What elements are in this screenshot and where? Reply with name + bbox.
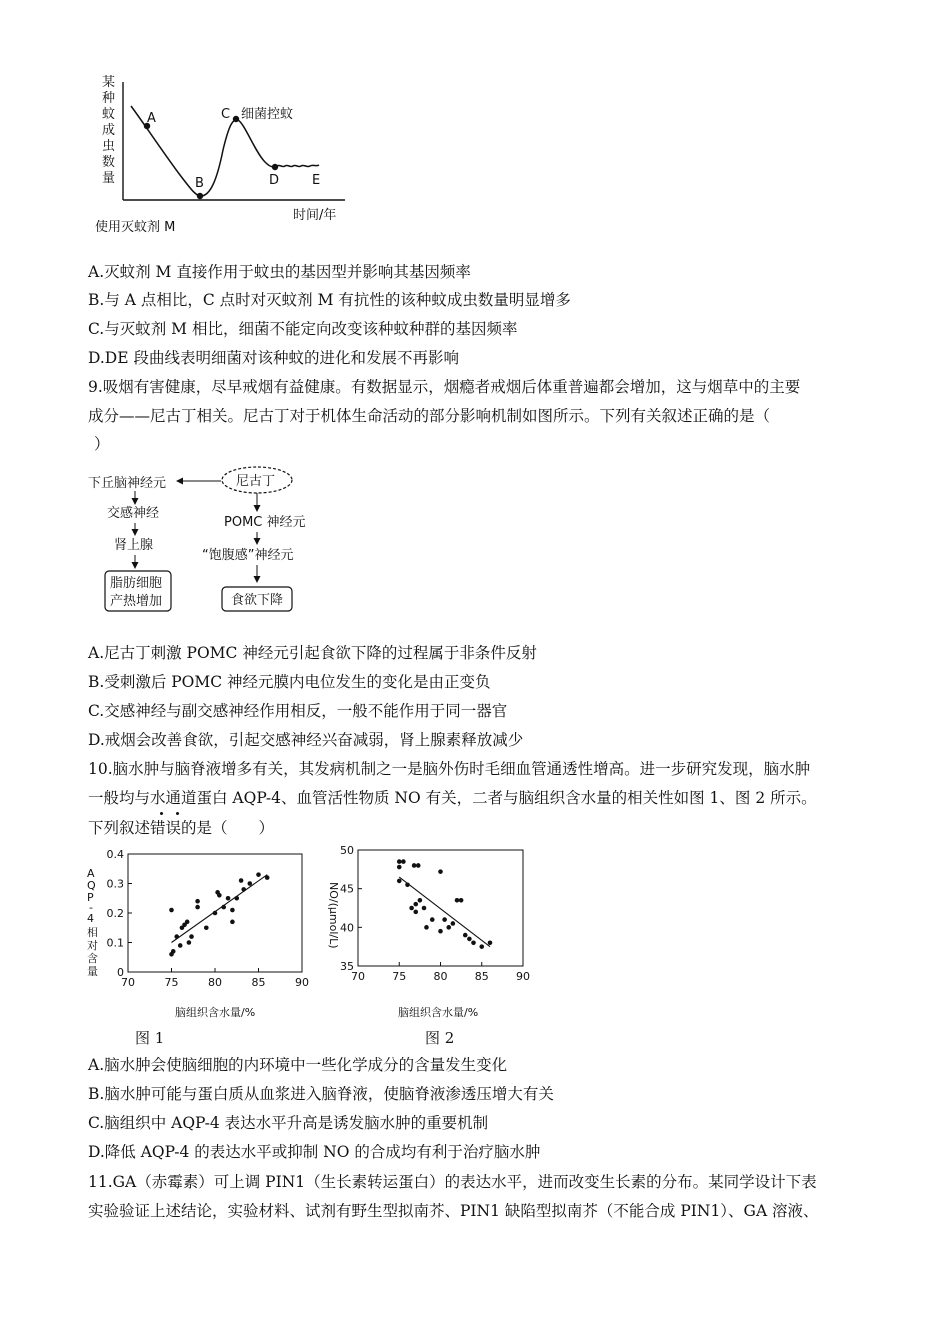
pomc-label: POMC 神经元 — [224, 515, 306, 530]
data-point — [401, 859, 406, 864]
data-point — [418, 898, 423, 903]
data-point — [455, 898, 460, 903]
nicotine-label: 尼古丁 — [236, 474, 276, 489]
trend-line — [172, 875, 268, 943]
appetite-label: 食欲下降 — [231, 593, 284, 608]
x-tick-label: 90 — [516, 970, 530, 983]
figure-2 — [318, 842, 538, 1020]
fig1-ylabel-dash: - — [89, 901, 93, 914]
q8-option-c: C.与灭蚊剂 M 相比，细菌不能定向改变该种蚊种群的基因频率 — [88, 320, 518, 338]
data-point — [185, 920, 190, 925]
fig2-caption: 图 2 — [425, 1029, 455, 1047]
data-point — [195, 905, 200, 910]
annotation-bacteria: 细菌控蚊 — [241, 107, 294, 122]
x-tick-label: 85 — [251, 976, 266, 989]
data-point — [226, 896, 231, 901]
data-point — [424, 925, 429, 930]
q10-option-a: A.脑水肿会使脑细胞的内环境中一些化学成分的含量发生变化 — [88, 1056, 508, 1074]
data-point — [413, 910, 418, 915]
data-point — [438, 929, 443, 934]
satiety-label: “饱腹感”神经元 — [202, 548, 294, 563]
fig1-ylabel-c4: 量 — [87, 965, 98, 978]
q8-option-d: D.DE 段曲线表明细菌对该种蚊的进化和发展不再影响 — [88, 349, 459, 367]
data-point — [409, 906, 414, 911]
data-point — [413, 902, 418, 907]
label-a: A — [147, 111, 156, 126]
q9-stem-2: 成分——尼古丁相关。尼古丁对于机体生命活动的部分影响机制如图所示。下列有关叙述正确的是（ — [88, 407, 771, 425]
data-point — [248, 881, 253, 886]
q9-option-c: C.交感神经与副交感神经作用相反，一般不能作用于同一器官 — [88, 702, 508, 720]
x-tick-label: 70 — [121, 976, 135, 989]
y-tick-label: 0.4 — [106, 848, 124, 861]
data-point — [239, 878, 244, 883]
data-point — [463, 933, 468, 938]
q10-stem-3: 下列叙述错误的是（ ） — [88, 819, 275, 837]
data-point — [412, 863, 417, 868]
q10-stem-1: 10.脑水肿与脑脊液增多有关，其发病机制之一是脑外伤时毛细血管通透性增高。进一步研究发现，脑水肿 — [88, 760, 811, 778]
data-point — [230, 908, 235, 913]
data-point — [256, 872, 261, 877]
figure-1 — [85, 842, 315, 1020]
fig1-ylabel-q: Q — [87, 879, 96, 892]
x-tick-label: 70 — [351, 970, 365, 983]
label-b: B — [195, 176, 204, 191]
fig1-ylabel-c1: 相 — [87, 926, 98, 939]
data-point — [467, 937, 472, 942]
ylabel-char: 种 — [102, 91, 116, 106]
data-point — [488, 941, 493, 946]
mosquito-figure — [95, 70, 355, 240]
y-tick-label: 35 — [340, 960, 354, 973]
mosquito-curve-chart — [95, 70, 355, 240]
q9-option-d: D.戒烟会改善食欲，引起交感神经兴奋减弱，肾上腺素释放减少 — [88, 731, 524, 749]
trend-line — [399, 877, 490, 947]
data-point — [195, 899, 200, 904]
q9-stem-1: 9.吸烟有害健康，尽早戒烟有益健康。有数据显示，烟瘾者戒烟后体重普遍都会增加，这与烟草中的主要 — [88, 378, 801, 396]
x-tick-label: 90 — [295, 976, 309, 989]
data-point — [204, 925, 209, 930]
no-scatter-chart — [318, 842, 538, 1020]
q10-option-d: D.降低 AQP-4 的表达水平或抑制 NO 的合成均有利于治疗脑水肿 — [88, 1143, 541, 1161]
nicotine-diagram — [85, 460, 325, 620]
y-tick-label: 0.2 — [106, 907, 124, 920]
heat-increase-label: 产热增加 — [110, 594, 163, 609]
q11-stem-2: 实验验证上述结论，实验材料、试剂有野生型拟南芥、PIN1 缺陷型拟南芥（不能合成 PIN1）、GA 溶液、 — [88, 1202, 819, 1220]
fat-cell-label: 脂肪细胞 — [110, 576, 163, 591]
x-axis-label: 时间/年 — [293, 208, 337, 223]
point-b — [197, 193, 203, 199]
data-point — [397, 859, 402, 864]
y-tick-label: 0.3 — [106, 877, 124, 891]
data-point — [230, 920, 235, 925]
x-tick-label: 80 — [208, 976, 222, 989]
q9-option-b: B.受刺激后 POMC 神经元膜内电位发生的变化是由正变负 — [88, 673, 491, 691]
fig1-ylabel-c2: 对 — [87, 939, 98, 952]
label-d: D — [269, 173, 280, 188]
ylabel-char: 某 — [102, 75, 116, 90]
data-point — [422, 906, 427, 911]
point-d — [272, 164, 278, 170]
data-point — [479, 944, 484, 949]
label-c: C — [221, 107, 231, 122]
data-point — [171, 949, 176, 954]
fig1-ylabel-4: 4 — [87, 912, 94, 925]
data-point — [397, 865, 402, 870]
start-label: 使用灭蚊剂 M — [95, 220, 176, 235]
q10-option-c: C.脑组织中 AQP-4 表达水平升高是诱发脑水肿的重要机制 — [88, 1114, 489, 1132]
fig1-ylabel-p: P — [87, 891, 94, 904]
x-tick-label: 75 — [392, 970, 407, 983]
emphasis-dots — [158, 812, 184, 816]
label-e: E — [312, 173, 321, 188]
data-point — [187, 940, 192, 945]
fig1-xlabel: 脑组织含水量/% — [175, 1006, 256, 1019]
q11-stem-1: 11.GA（赤霉素）可上调 PIN1（生长素转运蛋白）的表达水平，进而改变生长素的分布。某同学设计下表 — [88, 1173, 817, 1191]
data-point — [217, 893, 222, 898]
y-tick-label: 0.1 — [106, 936, 124, 950]
fig1-ylabel-c3: 含 — [87, 952, 98, 965]
plot-frame — [358, 850, 523, 966]
q8-option-a: A.灭蚊剂 M 直接作用于蚊虫的基因型并影响其基因频率 — [88, 263, 471, 281]
sympathetic-label: 交感神经 — [107, 506, 160, 521]
ylabel-char: 数 — [102, 155, 116, 170]
x-tick-label: 75 — [164, 976, 179, 989]
y-tick-label: 0 — [117, 966, 124, 979]
data-point — [430, 917, 435, 922]
data-point — [189, 934, 194, 939]
ylabel-char: 虫 — [102, 139, 116, 154]
aqp4-scatter-chart — [85, 842, 315, 1020]
point-c — [233, 116, 239, 122]
q8-option-b: B.与 A 点相比，C 点时对灭蚊剂 M 有抗性的该种蚊成虫数量明显增多 — [88, 291, 571, 309]
q10-option-b: B.脑水肿可能与蛋白质从血浆进入脑脊液，使脑脊液渗透压增大有关 — [88, 1085, 554, 1103]
data-point — [169, 908, 174, 913]
x-tick-label: 80 — [433, 970, 448, 983]
fig1-ylabel-a: A — [87, 867, 95, 880]
data-point — [397, 879, 402, 884]
y-tick-label: 40 — [340, 921, 354, 935]
y-tick-label: 50 — [340, 844, 354, 857]
q9-option-a: A.尼古丁刺激 POMC 神经元引起食欲下降的过程属于非条件反射 — [88, 644, 537, 662]
data-point — [178, 943, 183, 948]
data-point — [416, 863, 421, 868]
data-point — [438, 869, 443, 874]
data-point — [471, 941, 476, 946]
y-tick-label: 45 — [340, 882, 354, 896]
q10-stem-2: 一般均与水通道蛋白 AQP-4、血管活性物质 NO 有关，二者与脑组织含水量的相关性如图 1、图 2 所示。 — [88, 789, 817, 807]
fig2-ylabel: NO/(μmol/L) — [327, 882, 340, 949]
q9-stem-3: ） — [94, 435, 110, 453]
ylabel-char: 成 — [102, 123, 116, 138]
data-point — [442, 917, 447, 922]
fig1-caption: 图 1 — [135, 1029, 165, 1047]
ylabel-char: 蚊 — [102, 107, 116, 122]
data-point — [459, 898, 464, 903]
data-point — [451, 921, 456, 926]
x-tick-label: 85 — [474, 970, 489, 983]
data-point — [446, 925, 451, 930]
hypothalamus-label: 下丘脑神经元 — [88, 476, 167, 491]
fig2-xlabel: 脑组织含水量/% — [398, 1006, 479, 1019]
adrenal-label: 肾上腺 — [114, 538, 154, 553]
ylabel-char: 量 — [102, 171, 116, 186]
